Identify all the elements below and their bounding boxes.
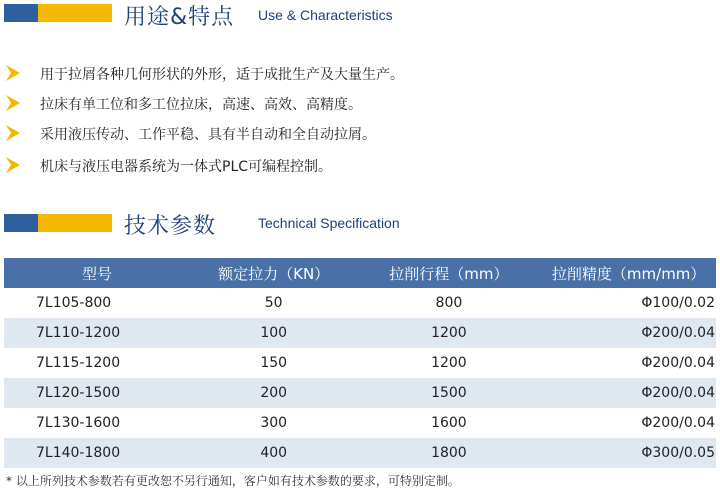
cell-model: 7L130-1600 [36,415,121,431]
table-row [4,438,716,468]
cell-stroke: 1600 [431,415,467,431]
spec-section-header [0,206,720,242]
cell-model: 7L110-1200 [4,318,191,348]
table-row [4,288,716,318]
cell-stroke: 1200 [356,318,541,348]
usage-section-header [0,0,720,36]
col-header-force: 额定拉力（KN） [191,258,357,288]
usage-title-cn: 用途&特点 [124,5,235,30]
cell-precision: Φ300/0.05 [541,438,716,468]
cell-precision: Φ200/0.04 [541,378,716,408]
cell-precision: Φ100/0.02 [641,295,715,311]
cell-model: 7L115-1200 [36,355,121,371]
cell-model: 7L105-800 [36,295,112,311]
cell-precision: Φ200/0.04 [641,355,715,371]
bullet-text: 采用液压传动、工作平稳、具有半自动和全自动拉屑。 [40,127,376,143]
chevron-right-icon [6,157,20,173]
cell-force: 150 [260,355,288,371]
cell-model: 7L140-1800 [4,438,191,468]
table-row [4,348,716,378]
table-row [4,318,716,348]
spec-title-en: Technical Specification [258,215,400,231]
list-item [0,156,720,176]
cell-model: 7L120-1500 [4,378,191,408]
table-header-row [4,258,716,288]
list-item [0,124,720,144]
col-header-model: 型号 [4,258,191,288]
list-item [0,94,720,114]
cell-stroke: 800 [435,295,463,311]
list-item [0,64,720,84]
bullet-text: 用于拉屑各种几何形状的外形，适于成批生产及大量生产。 [40,67,404,83]
header-bar-yellow [38,4,112,22]
usage-title-en: Use & Characteristics [258,7,393,23]
cell-precision: Φ200/0.04 [641,415,715,431]
col-header-precision: 拉削精度（mm/mm） [541,258,716,288]
table-row [4,408,716,438]
spec-table [4,258,716,468]
footnote: * 以上所列技术参数若有更改恕不另行通知，客户如有技术参数的要求，可特别定制。 [6,474,460,488]
cell-force: 400 [191,438,357,468]
cell-force: 50 [264,295,283,311]
chevron-right-icon [6,65,20,81]
table-row [4,378,716,408]
header-bar-blue [4,4,38,22]
chevron-right-icon [6,125,20,141]
cell-precision: Φ200/0.04 [541,318,716,348]
bullet-text: 机床与液压电器系统为一体式PLC可编程控制。 [40,159,333,175]
cell-stroke: 1800 [356,438,541,468]
cell-stroke: 1500 [356,378,541,408]
header-bar-yellow [38,214,112,232]
spec-title-cn: 技术参数 [124,214,217,239]
cell-stroke: 1200 [431,355,467,371]
cell-force: 100 [191,318,357,348]
col-header-stroke: 拉削行程（mm） [356,258,541,288]
header-bar-blue [4,214,38,232]
chevron-right-icon [6,95,20,111]
cell-force: 300 [260,415,288,431]
bullet-text: 拉床有单工位和多工位拉床，高速、高效、高精度。 [40,97,362,113]
cell-force: 200 [191,378,357,408]
